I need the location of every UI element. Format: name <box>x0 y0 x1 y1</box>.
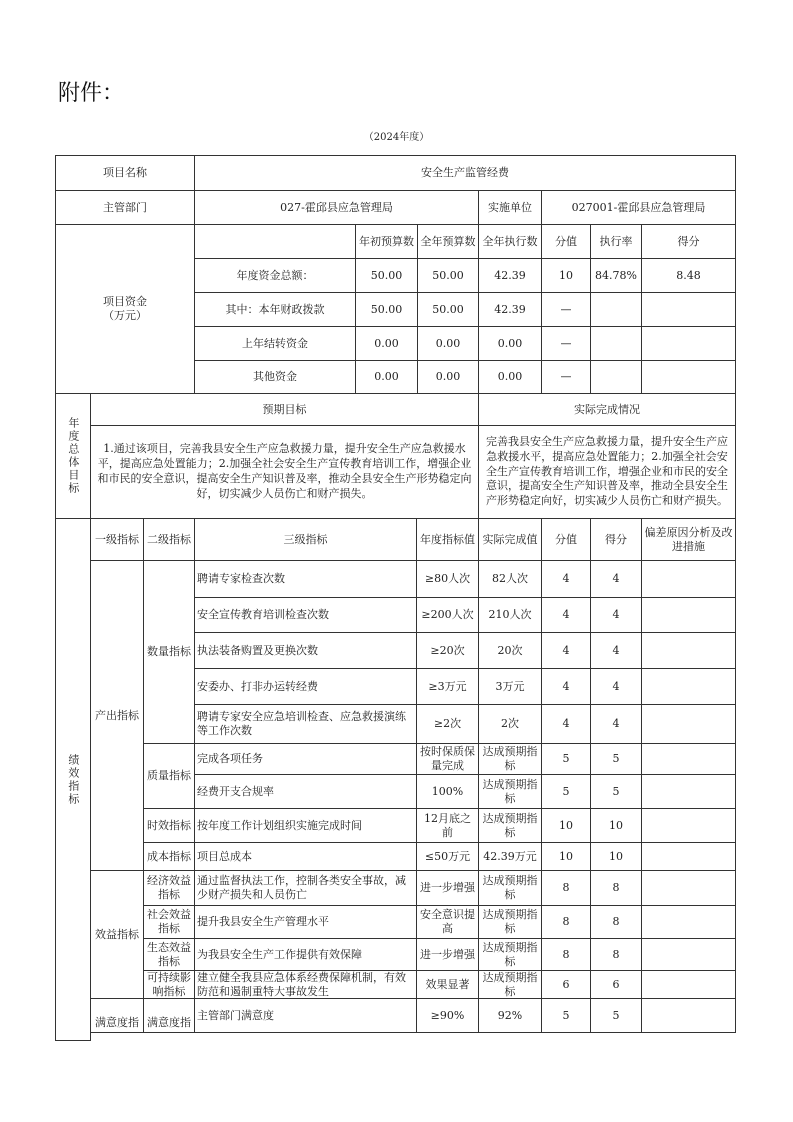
level2-satisfaction <box>143 998 195 1033</box>
indicator-row-name <box>194 597 417 633</box>
funds-cell-score <box>641 258 736 293</box>
indicator-cell-value <box>541 842 591 871</box>
indicator-cell-score <box>590 560 642 598</box>
indicator-row-name <box>194 905 417 939</box>
indicator-cell-target <box>416 668 479 705</box>
funds-cell-rate-text: 84.78% <box>595 268 637 282</box>
indicator-cell-actual-text: 3万元 <box>495 679 525 693</box>
indicator-header-1-text: 二级指标 <box>147 532 191 546</box>
funds-header-2 <box>478 224 542 259</box>
dept-value-text: 027-霍邱县应急管理局 <box>280 200 393 214</box>
funds-cell-score_value <box>541 360 591 394</box>
expected-text-text: 1.通过该项目，完善我县安全生产应急救援力量，提升安全生产应急救援水平，提高应急处置能力；2.加强全社会安全生产宣传教育培训工作，增强企业和市民的安全意识，提高安全生产知识普及率，推动全县安全生产形势稳定向好，切实减少人员伤亡和财产损失。 <box>97 442 472 500</box>
indicator-cell-note <box>641 560 736 598</box>
level2-satisfaction-text: 满意度指 <box>147 1016 191 1030</box>
indicator-cell-actual-text: 达成预期指标 <box>482 908 538 935</box>
dept-label-text: 主管部门 <box>103 200 147 214</box>
indicator-cell-note <box>641 998 736 1033</box>
indicator-cell-note <box>641 938 736 971</box>
indicator-cell-target <box>416 560 479 598</box>
funds-header-5 <box>641 224 736 259</box>
indicator-cell-target <box>416 938 479 971</box>
dept-label <box>55 190 195 225</box>
indicator-cell-value <box>541 743 591 775</box>
funds-cell-rate <box>590 258 642 293</box>
indicator-cell-score-text: 10 <box>609 818 623 832</box>
funds-cell-annual-text: 50.00 <box>432 268 464 282</box>
indicator-cell-value <box>541 808 591 843</box>
indicator-cell-note <box>641 870 736 906</box>
indicator-row-name-text: 通过监督执法工作，控制各类安全事故，减少财产损失和人员伤亡 <box>197 874 406 901</box>
level2-cost-text: 成本指标 <box>147 849 191 863</box>
indicator-cell-target-text: 按时保质保量完成 <box>420 745 475 772</box>
funds-cell-executed <box>478 292 542 327</box>
funds-label <box>55 224 195 394</box>
indicator-cell-score-text: 4 <box>612 643 620 657</box>
level2-quantity-text: 数量指标 <box>147 645 191 659</box>
indicator-row-name <box>194 668 417 705</box>
funds-row-name-text: 上年结转资金 <box>242 336 308 350</box>
indicator-cell-actual-text: 20次 <box>497 643 523 657</box>
indicator-header-0 <box>90 518 144 561</box>
funds-cell-annual-text: 50.00 <box>432 302 464 316</box>
indicator-row-name-text: 为我县安全生产工作提供有效保障 <box>197 947 362 961</box>
indicator-cell-value-text: 4 <box>562 608 570 622</box>
funds-cell-executed <box>478 360 542 394</box>
indicator-cell-note <box>641 632 736 669</box>
indicator-cell-value <box>541 938 591 971</box>
indicator-cell-score-text: 5 <box>612 752 620 766</box>
indicator-cell-actual-text: 92% <box>497 1008 523 1022</box>
indicator-cell-score-text: 8 <box>612 881 620 895</box>
indicator-cell-score <box>590 938 642 971</box>
indicator-row-name <box>194 808 417 843</box>
indicator-cell-target-text: ≥200人次 <box>421 608 474 622</box>
indicator-header-5 <box>541 518 591 561</box>
indicator-cell-actual <box>478 808 542 843</box>
indicator-cell-target <box>416 842 479 871</box>
funds-cell-annual <box>417 326 479 361</box>
impl-label <box>478 190 542 225</box>
impl-label-text: 实施单位 <box>488 200 532 214</box>
indicator-cell-score <box>590 743 642 775</box>
indicator-cell-score-text: 5 <box>612 784 620 798</box>
indicator-cell-value-text: 10 <box>559 818 573 832</box>
funds-cell-initial <box>355 360 418 394</box>
level2-sustainable-text: 可持续影响指标 <box>147 970 191 998</box>
actual-header <box>478 393 736 426</box>
indicator-cell-actual-text: 达成预期指标 <box>482 940 538 968</box>
funds-cell-rate <box>590 360 642 394</box>
level2-ecological <box>143 938 195 971</box>
indicator-row-name <box>194 560 417 598</box>
indicator-cell-value-text: 5 <box>562 752 570 766</box>
indicator-header-7-text: 偏差原因分析及改进措施 <box>644 525 733 553</box>
project-name-value-text: 安全生产监管经费 <box>421 166 509 180</box>
funds-cell-initial-text: 50.00 <box>370 268 403 282</box>
attachment-label: 附件： <box>58 81 125 106</box>
indicator-cell-actual-text: 达成预期指标 <box>482 874 538 901</box>
indicator-cell-target-text: ≥90% <box>430 1008 465 1022</box>
indicator-row-name <box>194 632 417 669</box>
level2-ecological-text: 生态效益指标 <box>147 940 191 968</box>
goals-label <box>55 393 91 519</box>
funds-row-name-text: 年度资金总额： <box>236 268 314 282</box>
indicator-cell-value <box>541 704 591 744</box>
indicator-cell-actual-text: 达成预期指标 <box>482 745 538 772</box>
indicator-cell-target <box>416 905 479 939</box>
indicator-cell-actual <box>478 560 542 598</box>
level2-economic-text: 经济效益指标 <box>147 874 191 901</box>
funds-cell-annual <box>417 258 479 293</box>
indicator-cell-actual <box>478 998 542 1033</box>
level1-benefit-text: 效益指标 <box>95 927 139 941</box>
indicator-cell-value-text: 8 <box>562 881 570 895</box>
indicator-cell-score-text: 8 <box>612 915 620 929</box>
indicator-cell-score <box>590 970 642 999</box>
indicator-cell-score-text: 5 <box>612 1008 620 1022</box>
funds-header-4-text: 执行率 <box>599 234 633 248</box>
level1-satisfaction <box>90 998 144 1033</box>
indicator-cell-value <box>541 998 591 1033</box>
indicator-cell-note <box>641 970 736 999</box>
funds-header-2-text: 全年执行数 <box>482 234 538 248</box>
indicator-cell-target <box>416 870 479 906</box>
funds-header-blank <box>194 224 356 259</box>
indicator-row-name <box>194 938 417 971</box>
indicator-cell-score-text: 6 <box>612 977 620 991</box>
funds-row-name <box>194 292 356 327</box>
indicator-cell-score-text: 4 <box>612 717 620 731</box>
indicator-row-name-text: 执法装备购置及更换次数 <box>197 643 318 657</box>
indicator-cell-value <box>541 774 591 809</box>
funds-row-name-text: 其他资金 <box>253 370 297 384</box>
funds-cell-score_value-text: — <box>560 302 572 316</box>
indicator-header-5-text: 分值 <box>555 532 577 546</box>
indicator-row-name <box>194 842 417 871</box>
indicator-cell-value-text: 6 <box>562 977 570 991</box>
indicator-cell-actual <box>478 704 542 744</box>
indicator-cell-target <box>416 743 479 775</box>
indicator-cell-value <box>541 597 591 633</box>
funds-cell-initial <box>355 292 418 327</box>
funds-cell-annual-text: 0.00 <box>435 336 461 350</box>
indicator-cell-score <box>590 704 642 744</box>
indicator-cell-actual <box>478 668 542 705</box>
funds-cell-score <box>641 326 736 361</box>
indicator-cell-target-text: ≥80人次 <box>424 572 471 586</box>
level2-social-text: 社会效益指标 <box>147 908 191 935</box>
actual-header-text: 实际完成情况 <box>574 402 640 416</box>
indicator-header-6 <box>590 518 642 561</box>
indicator-cell-actual-text: 2次 <box>501 717 519 731</box>
indicator-cell-score <box>590 632 642 669</box>
actual-text-text: 完善我县安全生产应急救援力量，提升安全生产应急救援水平，提高应急处置能力；2.加强全社会安全生产宣传教育培训工作，增强企业和市民的安全意识，提高安全生产知识普及率，推动全县安全生产形势稳定向好，切实减少人员伤亡和财产损失。 <box>486 434 728 508</box>
level2-sustainable <box>143 970 195 999</box>
indicator-cell-score <box>590 808 642 843</box>
indicator-cell-score <box>590 998 642 1033</box>
indicator-cell-actual <box>478 905 542 939</box>
funds-cell-initial <box>355 258 418 293</box>
indicator-cell-target <box>416 774 479 809</box>
level1-satisfaction-text: 满意度指 <box>95 1016 139 1030</box>
expected-header-text: 预期目标 <box>262 402 307 416</box>
indicator-cell-value-text: 4 <box>562 572 570 586</box>
indicator-cell-score-text: 4 <box>612 679 620 693</box>
expected-header <box>90 393 479 426</box>
indicator-cell-actual-text: 达成预期指标 <box>482 811 538 839</box>
indicator-cell-score-text: 10 <box>609 849 623 863</box>
indicator-header-6-text: 得分 <box>605 532 627 546</box>
funds-cell-executed-text: 42.39 <box>494 268 526 282</box>
funds-header-3-text: 分值 <box>555 234 577 248</box>
indicator-header-4 <box>478 518 542 561</box>
indicator-cell-value-text: 8 <box>562 915 570 929</box>
indicator-cell-note <box>641 774 736 809</box>
funds-cell-score_value <box>541 326 591 361</box>
funds-cell-executed-text: 42.39 <box>494 302 526 316</box>
funds-row-name <box>194 258 356 293</box>
indicator-row-name-text: 安委办、打非办运转经费 <box>197 679 318 693</box>
funds-cell-executed-text: 0.00 <box>497 370 523 384</box>
indicator-row-name <box>194 870 417 906</box>
indicator-cell-score <box>590 668 642 705</box>
funds-cell-executed <box>478 326 542 361</box>
indicator-cell-score <box>590 597 642 633</box>
indicator-cell-value <box>541 632 591 669</box>
indicator-cell-actual <box>478 597 542 633</box>
project-name-value <box>194 155 736 191</box>
funds-header-1-text: 全年预算数 <box>420 234 476 248</box>
level2-economic <box>143 870 195 906</box>
funds-cell-initial-text: 0.00 <box>374 370 399 384</box>
level1-output <box>90 560 144 871</box>
funds-cell-score-text: 8.48 <box>676 268 701 282</box>
indicator-row-name-text: 经费开支合规率 <box>197 784 274 798</box>
indicator-cell-value <box>541 870 591 906</box>
funds-cell-initial <box>355 326 418 361</box>
funds-cell-initial-text: 0.00 <box>374 336 399 350</box>
indicator-cell-note <box>641 704 736 744</box>
indicator-header-7 <box>641 518 736 561</box>
indicator-row-name-text: 聘请专家安全应急培训检查、应急救援演练等工作次数 <box>197 710 406 737</box>
level2-timeliness-text: 时效指标 <box>147 818 191 832</box>
indicator-cell-score-text: 4 <box>612 608 620 622</box>
funds-cell-score_value-text: 10 <box>559 268 573 282</box>
indicator-cell-target-text: ≥2次 <box>433 717 462 731</box>
indicator-cell-actual <box>478 743 542 775</box>
indicator-cell-value <box>541 905 591 939</box>
goals-label-text: 年度总体目标 <box>66 417 80 495</box>
level2-cost <box>143 842 195 871</box>
level2-quality <box>143 743 195 809</box>
indicator-cell-actual <box>478 774 542 809</box>
indicator-row-name-text: 主管部门满意度 <box>197 1008 274 1022</box>
expected-text <box>90 425 479 519</box>
funds-cell-score_value-text: — <box>560 336 572 350</box>
indicator-header-0-text: 一级指标 <box>95 532 139 546</box>
indicator-row-name-text: 提升我县安全生产管理水平 <box>197 915 329 929</box>
indicator-cell-target <box>416 998 479 1033</box>
funds-cell-score_value <box>541 258 591 293</box>
indicator-cell-actual-text: 达成预期指标 <box>482 970 538 998</box>
indicator-row-name-text: 项目总成本 <box>197 849 252 863</box>
indicators-label-text: 绩效指标 <box>66 753 80 806</box>
indicator-cell-actual <box>478 870 542 906</box>
indicator-row-name <box>194 743 417 775</box>
indicator-cell-target <box>416 808 479 843</box>
level2-social <box>143 905 195 939</box>
indicator-cell-actual <box>478 938 542 971</box>
indicator-cell-actual-text: 210人次 <box>488 608 532 622</box>
indicator-header-3-text: 年度指标值 <box>420 532 475 546</box>
project-name-label-text: 项目名称 <box>103 166 147 180</box>
indicator-cell-target <box>416 597 479 633</box>
indicators-label <box>55 518 91 1041</box>
funds-cell-rate <box>590 292 642 327</box>
funds-cell-initial-text: 50.00 <box>370 302 403 316</box>
indicator-cell-target-text: ≥3万元 <box>428 679 467 693</box>
indicator-cell-actual-text: 达成预期指标 <box>482 777 538 805</box>
funds-cell-rate <box>590 326 642 361</box>
funds-cell-annual-text: 0.00 <box>435 370 461 384</box>
indicator-cell-target <box>416 632 479 669</box>
year-label: （2024年度） <box>363 132 430 143</box>
indicator-cell-actual <box>478 632 542 669</box>
indicator-cell-note <box>641 842 736 871</box>
indicator-cell-value-text: 8 <box>562 947 570 961</box>
indicator-row-name-text: 安全宣传教育培训检查次数 <box>197 608 329 622</box>
indicator-row-name-text: 聘请专家检查次数 <box>197 572 285 586</box>
indicator-header-1 <box>143 518 195 561</box>
indicator-cell-score-text: 4 <box>612 572 620 586</box>
level1-benefit <box>90 870 144 999</box>
indicator-cell-note <box>641 668 736 705</box>
funds-label-text: 项目资金 （万元） <box>103 295 147 322</box>
impl-value-text: 027001-霍邱县应急管理局 <box>571 200 706 214</box>
indicator-cell-score <box>590 870 642 906</box>
indicator-cell-target-text: ≤50万元 <box>424 849 471 863</box>
indicator-cell-actual <box>478 842 542 871</box>
indicator-cell-target-text: 进一步增强 <box>420 881 475 895</box>
level2-timeliness <box>143 808 195 843</box>
funds-cell-score <box>641 292 736 327</box>
indicator-cell-note <box>641 597 736 633</box>
indicator-cell-value-text: 10 <box>559 849 573 863</box>
indicator-row-name-text: 建立健全我县应急体系经费保障机制，有效防范和遏制重特大事故发生 <box>197 970 406 998</box>
indicator-row-name-text: 按年度工作计划组织实施完成时间 <box>197 818 362 832</box>
funds-header-0-text: 年初预算数 <box>359 234 414 248</box>
funds-cell-executed-text: 0.00 <box>497 336 523 350</box>
actual-text <box>478 425 736 519</box>
indicator-cell-score <box>590 774 642 809</box>
funds-cell-score <box>641 360 736 394</box>
funds-header-3 <box>541 224 591 259</box>
indicator-cell-target-text: 100% <box>431 784 464 798</box>
level2-quantity <box>143 560 195 744</box>
indicator-cell-target-text: 安全意识提高 <box>420 908 475 935</box>
funds-header-4 <box>590 224 642 259</box>
indicator-cell-target-text: 进一步增强 <box>420 947 475 961</box>
indicator-cell-actual-text: 82人次 <box>492 572 528 586</box>
indicator-row-name <box>194 970 417 999</box>
funds-row-name <box>194 326 356 361</box>
indicator-cell-value-text: 4 <box>562 717 570 731</box>
indicator-cell-value-text: 5 <box>562 1008 570 1022</box>
indicator-cell-target-text: ≥20次 <box>430 643 465 657</box>
funds-header-1 <box>417 224 479 259</box>
indicator-cell-actual <box>478 970 542 999</box>
indicator-row-name <box>194 774 417 809</box>
impl-value <box>541 190 736 225</box>
indicator-cell-value <box>541 560 591 598</box>
indicator-cell-note <box>641 905 736 939</box>
indicator-cell-value-text: 5 <box>562 784 570 798</box>
indicator-cell-value-text: 4 <box>562 643 570 657</box>
indicator-cell-value <box>541 970 591 999</box>
project-name-label <box>55 155 195 191</box>
indicator-header-2-text: 三级指标 <box>283 532 328 546</box>
indicator-cell-value-text: 4 <box>562 679 570 693</box>
level2-quality-text: 质量指标 <box>147 769 191 783</box>
level1-output-text: 产出指标 <box>95 708 139 722</box>
indicator-cell-score-text: 8 <box>612 947 620 961</box>
indicator-header-3 <box>416 518 479 561</box>
indicator-cell-score <box>590 842 642 871</box>
funds-cell-annual <box>417 292 479 327</box>
indicator-cell-value <box>541 668 591 705</box>
indicator-cell-actual-text: 42.39万元 <box>483 849 537 863</box>
funds-cell-executed <box>478 258 542 293</box>
funds-row-name-text: 其中：本年财政拨款 <box>225 302 325 316</box>
indicator-row-name <box>194 704 417 744</box>
indicator-cell-target <box>416 704 479 744</box>
funds-cell-score_value-text: — <box>560 370 572 384</box>
funds-cell-annual <box>417 360 479 394</box>
indicator-cell-target-text: 效果显著 <box>425 977 470 991</box>
indicator-cell-score <box>590 905 642 939</box>
indicator-cell-target <box>416 970 479 999</box>
indicator-header-2 <box>194 518 417 561</box>
dept-value <box>194 190 479 225</box>
funds-row-name <box>194 360 356 394</box>
indicator-row-name-text: 完成各项任务 <box>197 752 263 766</box>
indicator-row-name <box>194 998 417 1033</box>
indicator-cell-note <box>641 743 736 775</box>
indicator-cell-note <box>641 808 736 843</box>
indicator-header-4-text: 实际完成值 <box>482 532 538 546</box>
funds-header-5-text: 得分 <box>677 234 700 248</box>
funds-header-0 <box>355 224 418 259</box>
indicator-cell-target-text: 12月底之前 <box>424 811 471 839</box>
funds-cell-score_value <box>541 292 591 327</box>
